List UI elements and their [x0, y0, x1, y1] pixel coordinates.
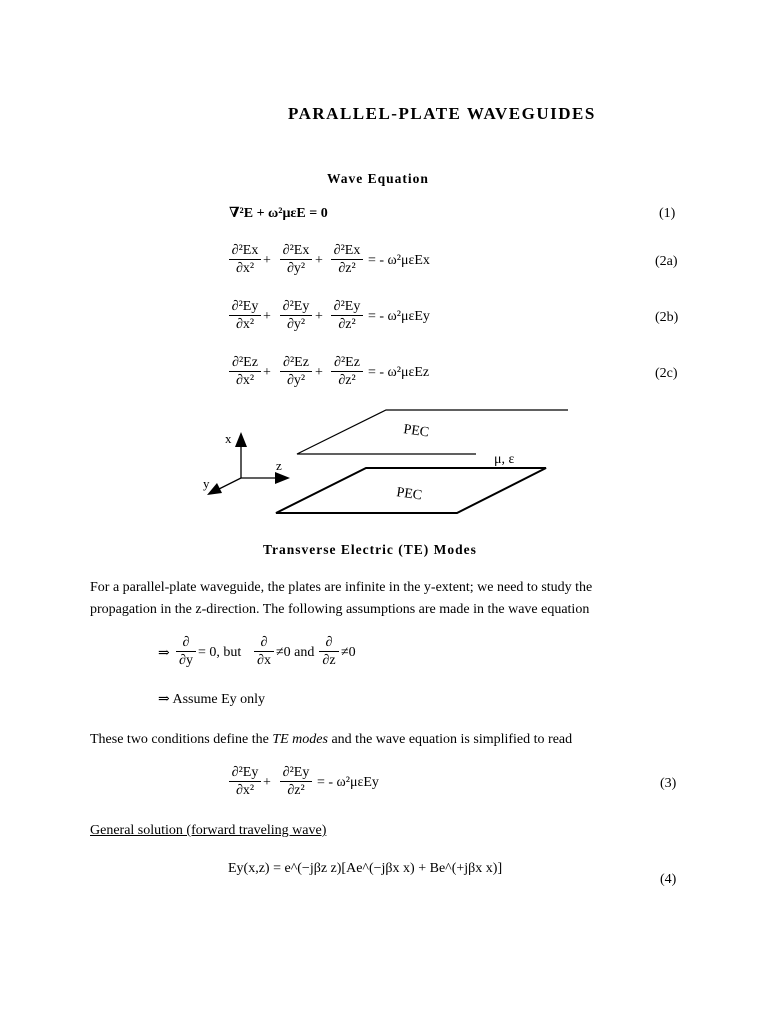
paragraph-1-line-2: propagation in the z-direction. The following assumptions are made in the wave equation — [90, 602, 590, 617]
plus-sign: + — [263, 775, 271, 790]
plus-sign: + — [315, 365, 323, 380]
plus-sign: + — [315, 253, 323, 268]
eq2a-term3: ∂²Ex ∂z² — [330, 242, 364, 277]
y-axis-line — [219, 478, 241, 489]
te-modes-heading: Transverse Electric (TE) Modes — [263, 542, 477, 557]
axis-x-label: x — [225, 431, 232, 446]
equation-4-number: (4) — [660, 872, 677, 887]
top-plate — [297, 410, 568, 454]
paragraph-2-italic: TE modes — [272, 732, 328, 747]
equation-2a-number: (2a) — [655, 254, 678, 269]
not-zero-and: ≠0 and — [276, 645, 315, 660]
implies-arrow: ⇒ — [158, 646, 170, 661]
equals-zero-but: = 0, but — [198, 645, 242, 660]
axis-y-label: y — [203, 476, 210, 491]
eq2b-term3: ∂²Ey ∂z² — [330, 298, 364, 333]
eq3-rhs: = - ω²μεEy — [317, 775, 379, 790]
equation-1-number: (1) — [659, 206, 676, 221]
equation-2c-number: (2c) — [655, 366, 678, 381]
plus-sign: + — [263, 309, 271, 324]
plus-sign: + — [263, 253, 271, 268]
not-zero: ≠0 — [341, 645, 356, 660]
z-axis-arrowhead — [275, 472, 290, 484]
bottom-plate-label: PEC — [395, 485, 423, 504]
eq3-term1: ∂²Ey ∂x² — [228, 764, 262, 799]
eq2b-term1: ∂²Ey ∂x² — [228, 298, 262, 333]
partial-z-fraction: ∂ ∂z — [318, 634, 340, 669]
paragraph-2 — [90, 732, 572, 748]
eq2b-term2: ∂²Ey ∂y² — [279, 298, 313, 333]
eq2b-rhs: = - ω²μεEy — [368, 309, 430, 324]
partial-y-fraction: ∂ ∂y — [175, 634, 197, 669]
assumption-2: ⇒ Assume Ey only — [158, 692, 266, 707]
parallel-plate-figure — [0, 400, 768, 530]
top-plate-label: PEC — [402, 422, 430, 441]
partial-x-fraction: ∂ ∂x — [253, 634, 275, 669]
paragraph-2-post: and the wave equation is simplified to read — [327, 732, 573, 747]
x-axis-arrowhead — [235, 432, 247, 447]
paragraph-1-line-1: For a parallel-plate waveguide, the plates are infinite in the y-extent; we need to study the — [90, 580, 593, 595]
wave-equation-heading: Wave Equation — [327, 171, 429, 186]
medium-label: μ, ε — [494, 452, 515, 467]
page-title: PARALLEL-PLATE WAVEGUIDES — [288, 104, 596, 123]
plus-sign: + — [315, 309, 323, 324]
equation-3-number: (3) — [660, 776, 677, 791]
eq2a-term1: ∂²Ex ∂x² — [228, 242, 262, 277]
eq2c-term1: ∂²Ez ∂x² — [228, 354, 262, 389]
eq2c-term3: ∂²Ez ∂z² — [330, 354, 364, 389]
axis-z-label: z — [276, 458, 282, 473]
equation-1-text: ∇²E + ω²μεE = 0 — [229, 206, 328, 221]
plus-sign: + — [263, 365, 271, 380]
eq2c-term2: ∂²Ez ∂y² — [279, 354, 313, 389]
eq3-term2: ∂²Ey ∂z² — [279, 764, 313, 799]
general-solution-heading: General solution (forward traveling wave) — [90, 823, 327, 838]
paragraph-2-pre: These two conditions define the — [90, 732, 273, 747]
eq2a-term2: ∂²Ex ∂y² — [279, 242, 313, 277]
eq2a-rhs: = - ω²μεEx — [368, 253, 430, 268]
equation-4: Ey(x,z) = e^(−jβz z)[Ae^(−jβx x) + Be^(+jβx x)] — [228, 861, 503, 876]
eq2c-rhs: = - ω²μεEz — [368, 365, 430, 380]
equation-1 — [229, 205, 328, 222]
equation-2b-number: (2b) — [655, 310, 679, 325]
